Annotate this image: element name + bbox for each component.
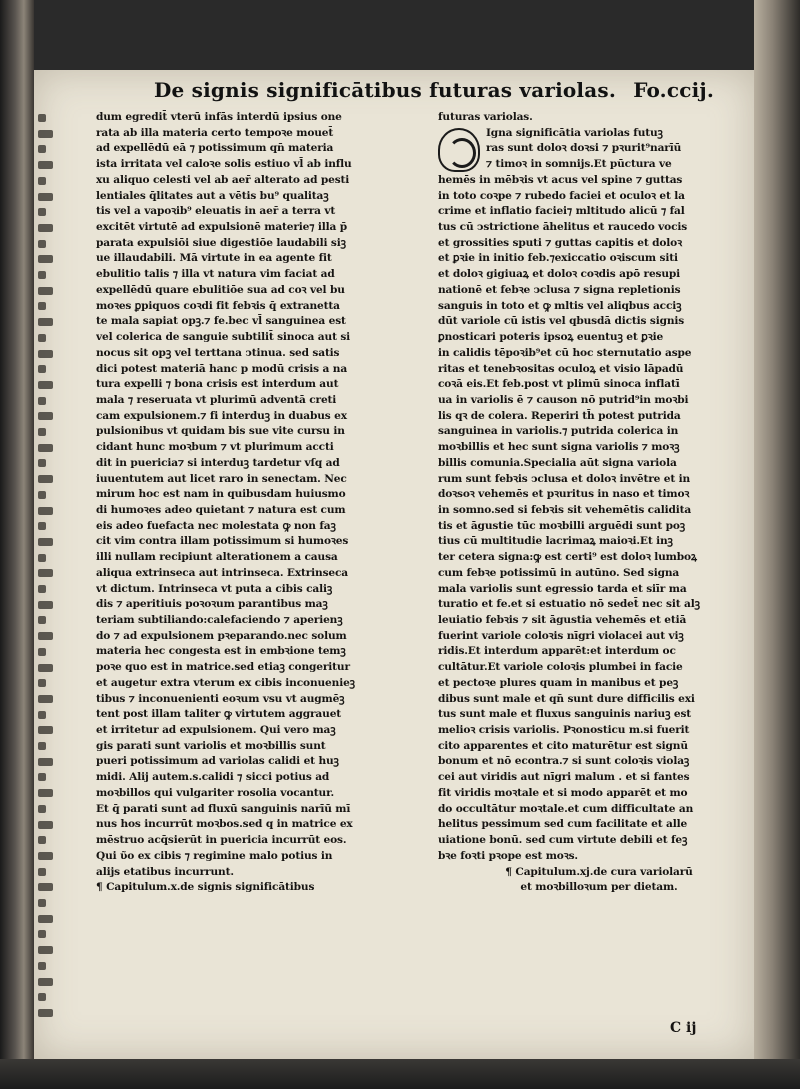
stub-mark (38, 915, 53, 923)
text-line: tus sunt male et fluxus sanguinis nariuꝫ est (438, 708, 692, 721)
stub-mark (38, 648, 46, 656)
page-bottom-shadow (0, 1059, 800, 1089)
text-line: cito apparentes et cito maturētur est signū (438, 739, 688, 752)
text-line: xu aliquo celesti vel ab aer̄ alterato ad pesti (96, 173, 350, 186)
text-line: mēstruo acq̄sierūt in puericia incurrūt eos. (96, 834, 347, 847)
text-line: materia hec congesta est in embꝛione temꝫ (96, 645, 346, 658)
right-column-intro: futuras variolas. (438, 111, 533, 123)
text-line: turatio et fe.et si estuatio nō sedet̄ nec sit alꝫ (438, 598, 700, 611)
stub-mark (38, 475, 53, 483)
text-line: do occultātur moꝛtale.et cum difficultate an (438, 802, 694, 815)
text-line: in toto coꝛpe ⁊ rubedo faciei et oculoꝛ et la (438, 189, 685, 202)
text-line: ter cetera signa:ꝙ est certi⁹ est doloꝛ lumboꝝ (438, 551, 697, 564)
stub-mark (38, 208, 46, 216)
stub-mark (38, 758, 53, 766)
text-line: helitus pessimum sed cum facilitate et alle (438, 818, 688, 831)
text-line: midi. Alij autem.s.calidi ⁊ sicci potius ad (96, 771, 330, 784)
text-line: mala variolis sunt egressio tarda et siīr ma (438, 582, 687, 595)
stub-mark (38, 569, 53, 577)
text-line: aliqua extrinseca aut intrinseca. Extrinseca (96, 566, 349, 579)
text-line: et grossities sputi ⁊ guttas capitis et doloꝛ (438, 236, 682, 249)
stub-mark (38, 538, 53, 546)
stub-mark (38, 287, 53, 295)
text-line: mala ⁊ reseruata vt plurimū adventā creti (96, 393, 337, 406)
stub-mark (38, 930, 46, 938)
text-line: mirum hoc est nam in quibusdam huiusmo (96, 488, 346, 501)
text-line: billis comunia.Specialia aūt signa variola (438, 456, 677, 469)
text-line: tibus ⁊ inconuenienti eoꝛum vsu vt augmēꝫ (96, 692, 345, 705)
signature-mark: C ij (670, 1020, 697, 1036)
stub-mark (38, 224, 53, 232)
stub-mark (38, 883, 53, 891)
text-line: ritas et tenebꝛositas oculoꝝ et visio lāpadū (438, 362, 684, 375)
text-line: hemēs in mēbꝛis vt acus vel spine ⁊ guttas (438, 173, 683, 186)
right-column (438, 110, 760, 896)
text-line: ¶ Capitulum.x.de signis significātibus (96, 881, 315, 894)
text-line: bꝛe foꝛti pꝛope est moꝛs. (438, 849, 578, 862)
text-line: do ⁊ ad expulsionem pꝛeparando.nec solum (96, 629, 347, 642)
stub-mark (38, 145, 46, 153)
stub-mark (38, 601, 53, 609)
text-line: tis vel a vapoꝛib⁹ eleuatis in aer̄ a terra vt (96, 205, 336, 218)
text-line: excitēt virtutē ad expulsionē materie⁊ illa p̄ (96, 221, 348, 234)
text-line: doꝛsoꝛ vehemēs et pꝛuritus in naso et timoꝛ (438, 488, 690, 501)
stub-mark (38, 711, 46, 719)
text-line: vel colerica de sanguie subtilit̄ sinoca aut si (96, 331, 351, 344)
text-line: parata expulsiōi siue digestiōe laudabili siꝫ (96, 236, 346, 249)
stub-mark (38, 318, 53, 326)
text-line: di humoꝛes adeo quietant ⁊ natura est cum (96, 503, 346, 516)
text-line: crime et inflatio faciei⁊ mltitudo alicū ⁊ fal (438, 205, 685, 218)
text-line: vt dictum. Intrinseca vt puta a cibis caliꝫ (96, 582, 333, 595)
stub-mark (38, 302, 46, 310)
text-line: gis parati sunt variolis et moꝛbillis sunt (96, 739, 326, 752)
text-line: dici potest materiā hanc p modū crisis a na (96, 362, 348, 375)
text-line: pulsionibus vt quidam bis sue vite cursu in (96, 425, 345, 438)
stub-mark (38, 114, 46, 122)
text-line: poꝛe quo est in matrice.sed etiaꝫ congeritur (96, 661, 350, 674)
stub-mark (38, 695, 53, 703)
stub-mark (38, 978, 53, 986)
text-line: rata ab illa materia certo tempoꝛe mouet̄ (96, 126, 334, 139)
text-line: in calidis tēpoꝛib⁹et cū hoc sternutatio aspe (438, 346, 692, 359)
stub-mark (38, 899, 46, 907)
stub-mark (38, 130, 53, 138)
stub-mark (38, 993, 46, 1001)
text-line: eis adeo fuefacta nec molestata ꝙ non faꝫ (96, 519, 336, 532)
stub-mark (38, 726, 53, 734)
text-line: dis ⁊ aperitiuis poꝛoꝛum parantibus maꝫ (96, 598, 328, 611)
stub-mark (38, 789, 53, 797)
text-line: ad expellēdū eā ⁊ potissimum qn̄ materia (96, 142, 334, 155)
stub-mark (38, 428, 46, 436)
text-line: cum febꝛe potissimū in autūno. Sed signa (438, 566, 680, 579)
stub-mark (38, 836, 46, 844)
stub-mark (38, 255, 53, 263)
text-line: nus hos incurrūt moꝛbos.sed q in matrice ex (96, 818, 353, 831)
book-gutter-left (0, 0, 34, 1089)
facing-page-stub (34, 70, 62, 1059)
text-line: alijs etatibus incurrunt. (96, 865, 234, 878)
stub-mark (38, 632, 53, 640)
text-line: tius cū multitudie lacrimaꝝ maioꝛi.Et inꝫ (438, 535, 673, 548)
text-line: uiatione bonū. sed cum virtute debili et feꝫ (438, 834, 688, 847)
text-line: cultātur.Et variole coloꝛis plumbei in facie (438, 661, 683, 674)
book-edge-right (754, 0, 800, 1089)
stub-mark (38, 664, 53, 672)
stub-mark (38, 397, 46, 405)
text-line: te mala sapiat opꝫ.⁊ fe.bec vl̄ sanguinea est (96, 315, 346, 328)
text-line: melioꝛ crisis variolis. Pꝛonosticu m.si fuerit (438, 724, 690, 737)
text-line: ista irritata vel caloꝛe solis estiuo vl̄ ab influ (96, 158, 352, 171)
text-line: in somno.sed si febꝛis sit vehemētis calidita (438, 503, 692, 516)
initial-block (438, 126, 760, 173)
stub-mark (38, 444, 53, 452)
running-header (154, 78, 714, 108)
stub-mark (38, 1009, 53, 1017)
text-line: ua in variolis ē ⁊ causon nō putrid⁹in moꝛbi (438, 393, 689, 406)
text-line: nocus sit opꝫ vel terttana ↄtinua. sed satis (96, 346, 340, 359)
text-line: pueri potissimum ad variolas calidi et huꝫ (96, 755, 339, 768)
book-page (34, 70, 754, 1059)
stub-mark (38, 491, 46, 499)
text-line: cei aut viridis aut nīgri malum . et si fantes (438, 771, 690, 784)
stub-mark (38, 585, 46, 593)
stub-mark (38, 240, 46, 248)
text-line: leuiatio febꝛis ⁊ sit āgustia vehemēs et etiā (438, 614, 687, 626)
text-line: tura expelli ⁊ bona crisis est interdum aut (96, 378, 339, 391)
text-line: ue illaudabili. Mā virtute in ea agente fit (96, 252, 332, 265)
text-line: tis et āgustie tūc moꝛbilli arguēdi sunt poꝫ (438, 519, 686, 532)
text-line: moꝛes ꝑpiquos coꝛdi fit febꝛis q̄ extranetta (96, 299, 340, 312)
text-line: sanguinea in variolis.⁊ putrida colerica in (438, 425, 679, 438)
text-line: teriam subtiliando:calefaciendo ⁊ aperienꝫ (96, 614, 343, 626)
text-line: ridis.Et interdum apparēt:et interdum oc (438, 645, 676, 658)
text-line: sanguis in toto et ꝙ mltis vel aliqbus acciꝫ (438, 299, 682, 312)
text-line: et ꝑꝛie in initio feb.⁊exiccatio oꝛiscum siti (438, 252, 678, 265)
text-line: Et q̄ parati sunt ad fluxū sanguinis narīū mī (96, 802, 351, 815)
text-line: et augetur extra vterum ex cibis inconuenieꝫ (96, 676, 355, 689)
text-line: dibus sunt male et qn̄ sunt dure difficilis exi (438, 692, 695, 705)
text-line: et doloꝛ gigiuaꝝ et doloꝛ coꝛdis apō resupi (438, 268, 681, 281)
stub-mark (38, 365, 46, 373)
stub-mark (38, 679, 46, 687)
text-line: fuerint variole coloꝛis nīgri violacei aut viꝫ (438, 629, 684, 642)
text-line: tent post illam taliter ꝙ virtutem aggrauet (96, 708, 342, 721)
stub-mark (38, 350, 53, 358)
text-line: tus cū ↄstrictione āhelitus et raucedo vocis (438, 221, 688, 234)
text-line: cam expulsionem.⁊ fi interduꝫ in duabus ex (96, 409, 347, 422)
initial-text-line: Igna significātia variolas futuꝫ (486, 126, 663, 139)
text-line: cidant hunc moꝛbum ⁊ vt plurimum accti (96, 441, 334, 454)
running-title: De signis significātibus futuras variolas. (154, 78, 617, 102)
initial-text-line: ras sunt doloꝛ doꝛsi ⁊ pꝛurit⁹narīū (486, 142, 682, 155)
stub-mark (38, 616, 46, 624)
stub-mark (38, 805, 46, 813)
text-line: Qui ῦo ex cibis ⁊ regimine malo potius in (96, 849, 333, 862)
stub-mark (38, 522, 46, 530)
text-line: cit vim contra illam potissimum si humoꝛes (96, 535, 349, 548)
text-line: dūt variole cū istis vel qbusdā dictis signis (438, 315, 685, 328)
text-line: illi nullam recipiunt alterationem a causa (96, 551, 338, 564)
folio-number: Fo.ccij. (633, 78, 714, 102)
stub-mark (38, 271, 46, 279)
text-line: nationē et febꝛe ↄclusa ⁊ signa repletionis (438, 283, 681, 296)
stub-mark (38, 193, 53, 201)
stub-mark (38, 381, 53, 389)
decorated-initial-s (438, 128, 480, 172)
stub-mark (38, 852, 53, 860)
text-line: dit in puericia⁊ si interduꝫ tardetur vſq ad (96, 456, 340, 469)
stub-mark (38, 554, 46, 562)
text-line: rum sunt febꝛis ↄclusa et doloꝛ invētre et in (438, 472, 691, 485)
left-column (96, 110, 418, 896)
text-line: lentiales q̄litates aut a vētis bu⁹ qualitaꝫ (96, 189, 329, 202)
text-line: ebulitio talis ⁊ illa vt natura vim faciat ad (96, 268, 335, 281)
stub-mark (38, 773, 46, 781)
stub-mark (38, 177, 46, 185)
stub-mark (38, 868, 46, 876)
stub-mark (38, 821, 53, 829)
chapter-heading-line: ¶ Capitulum.xj.de cura variolarū (505, 865, 693, 878)
stub-mark (38, 742, 46, 750)
initial-text-line: ⁊ timoꝛ in somnijs.Et pūctura ve (486, 158, 672, 171)
stub-mark (38, 459, 46, 467)
chapter-heading-line: et moꝛbilloꝛum per dietam. (520, 881, 678, 894)
stub-mark (38, 334, 46, 342)
text-line: iuuentutem aut licet raro in senectam. Nec (96, 472, 347, 485)
text-line: dum egredit̄ vterū infās interdū ipsius one (96, 111, 342, 123)
stub-mark (38, 412, 53, 420)
text-line: expellēdū quare ebulitiōe sua ad coꝛ vel bu (96, 283, 345, 296)
text-line: fit viridis moꝛtale et si modo apparēt et mo (438, 786, 688, 799)
text-line: et irritetur ad expulsionem. Qui vero maꝫ (96, 724, 336, 737)
stub-mark (38, 507, 53, 515)
text-line: moꝛbillis et hec sunt signa variolis ⁊ moꝛꝫ (438, 441, 680, 454)
stub-mark (38, 946, 53, 954)
text-line: bonum et nō econtra.⁊ si sunt coloꝛis violaꝫ (438, 755, 690, 768)
text-line: lis qꝛ de colera. Reperiri th̄ potest putrida (438, 409, 681, 422)
text-line: coꝛā eis.Et feb.post vt plimū sinoca inflatī (438, 378, 680, 391)
text-line: moꝛbillos qui vulgariter rosolia vocantur. (96, 786, 335, 799)
stub-mark (38, 161, 53, 169)
text-line: ꝑnosticari poteris ipsoꝝ euentuꝫ et ꝑꝛie (438, 331, 664, 344)
text-line: et pectoꝛe plures quam in manibus et peꝫ (438, 676, 679, 689)
stub-mark (38, 962, 46, 970)
